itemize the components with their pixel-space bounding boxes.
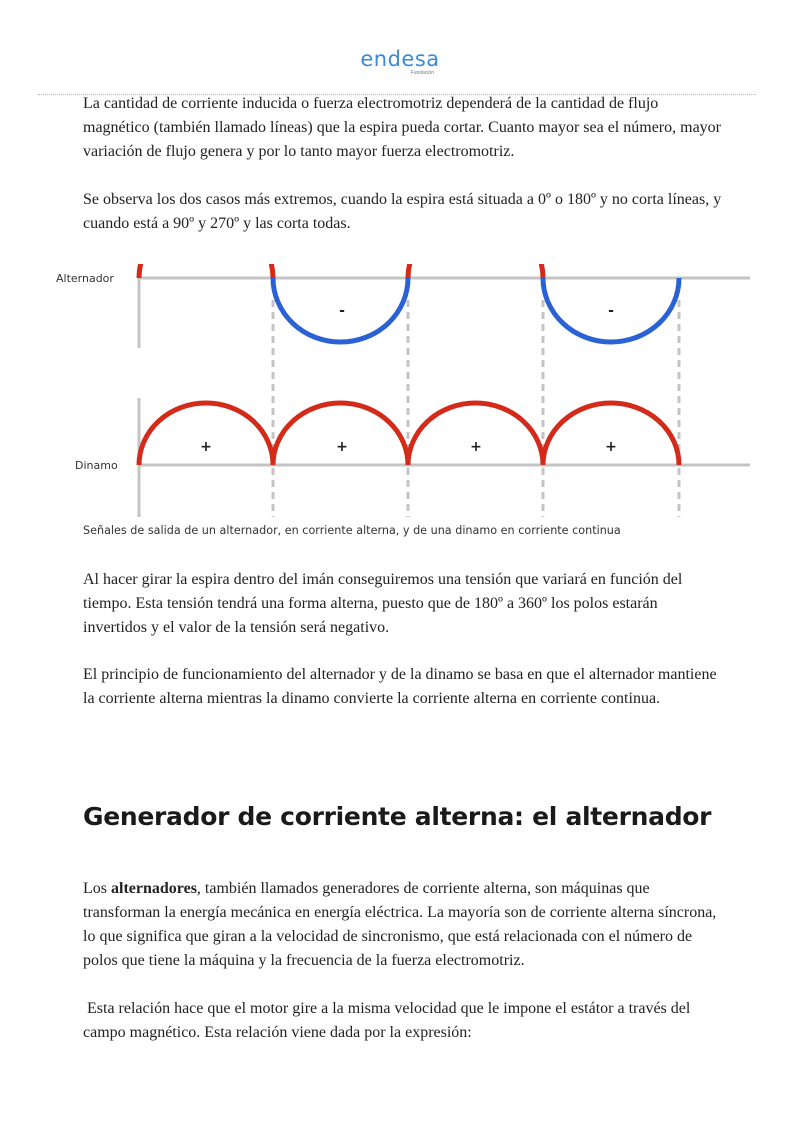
alternator-positive-half-1 (139, 255, 273, 278)
dynamo-half-2 (273, 403, 408, 465)
dynamo-half-1 (139, 403, 273, 465)
paragraph (83, 877, 723, 973)
endesa-logo (360, 48, 440, 76)
paragraph: Esta relación hace que el motor gire a la misma velocidad que le impone el estátor a través del campo magnético. Esta relación viene dada por la expresión: (83, 1000, 695, 1041)
alternator-dynamo-diagram (0, 255, 793, 520)
plus-sign: + (336, 439, 348, 455)
logo-text: endesa (360, 47, 440, 71)
paragraph: Se observa los dos casos más extremos, cuando la espira está situada a 0º o 180º y no corta líneas, y cuando está a 90º y 270º y las corta todas. (83, 191, 722, 232)
bold-term: alternadores (111, 880, 197, 897)
paragraph: Al hacer girar la espira dentro del imán conseguiremos una tensión que variará en función del tiempo. Esta tensión tendrá una forma alterna, puesto que de 180º a 360º los polos estarán invertidos y el valor de la tensión será negativo. (83, 571, 683, 636)
minus-sign: - (608, 303, 614, 319)
text: Los (83, 880, 111, 897)
section-heading: Generador de corriente alterna: el alternador (83, 802, 712, 831)
minus-sign: - (339, 303, 345, 319)
dynamo-half-4 (543, 403, 679, 465)
period-dividers (273, 300, 679, 517)
plus-sign: + (200, 439, 212, 455)
label-alternador: Alternador (56, 272, 114, 285)
alternator-positive-half-2 (408, 255, 543, 278)
figure-caption: Señales de salida de un alternador, en corriente alterna, y de una dinamo en corriente continua (83, 524, 621, 537)
plus-sign: + (470, 439, 482, 455)
paragraph: El principio de funcionamiento del alternador y de la dinamo se basa en que el alternador mantiene la corriente alterna mientras la dinamo convierte la corriente alterna en corriente continua. (83, 666, 717, 707)
plus-sign: + (605, 439, 617, 455)
text: , también llamados generadores de corriente alterna, son máquinas que transforman la energía mecánica en energía eléctrica. La mayoría son de corriente alterna síncrona, lo que significa que giran a la velocidad de sincronismo, que está relacionada con el número de polos que tiene la máquina y la frecuencia de la fuerza electromotriz. (83, 880, 717, 969)
paragraph: La cantidad de corriente inducida o fuerza electromotriz dependerá de la cantidad de flujo magnético (también llamado líneas) que la espira pueda cortar. Cuanto mayor sea el número, mayor variación de flujo genera y por lo tanto mayor fuerza electromotriz. (83, 95, 721, 160)
dynamo-half-3 (408, 403, 543, 465)
label-dinamo: Dinamo (75, 459, 118, 472)
logo-subtext: Fundación (410, 70, 434, 76)
